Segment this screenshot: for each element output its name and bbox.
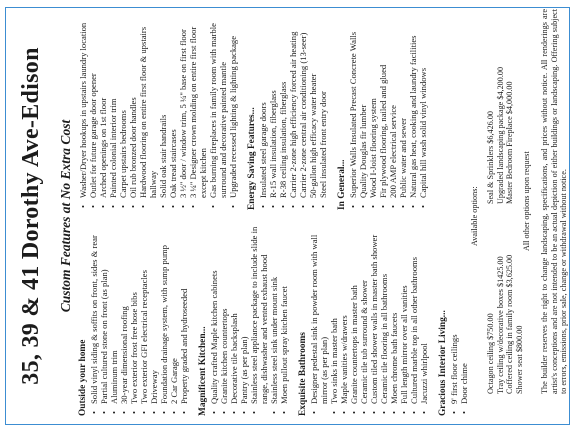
section-heading: Gracious Interior Living... xyxy=(438,310,448,416)
feature-item: • Ceramic tile flooring in all bathrooms xyxy=(379,216,389,416)
option-item: Master Bedroom Fireplace $4,000.00 xyxy=(505,81,515,204)
feature-item: • Two sinks in master bath xyxy=(329,216,339,416)
feature-list xyxy=(258,10,328,210)
feature-list xyxy=(449,216,469,416)
feature-item: • R-38 ceiling insulation, fiberglass xyxy=(278,10,288,210)
features-column-right xyxy=(78,10,437,210)
section-heading: Magnificent Kitchen... xyxy=(198,326,208,416)
feature-section xyxy=(298,216,429,416)
feature-list xyxy=(89,216,189,416)
option-item: Seal & Sprinklers $6,426.00 xyxy=(486,110,495,204)
feature-item: • Oak tread staircases xyxy=(168,10,178,210)
feature-item: • Oil rub bronzed door handles xyxy=(128,10,138,210)
feature-section xyxy=(78,216,189,416)
feature-item: • R-15 wall insulation, fiberglass xyxy=(268,10,278,210)
feature-item: • Granite countertops in master bath xyxy=(349,216,359,416)
feature-item: • 50-gallon high efficacy water heater xyxy=(308,10,318,210)
option-item: Coffered ceiling in family room $3,625.00 xyxy=(505,254,515,394)
options-column-left xyxy=(486,255,524,394)
feature-item: • Designer pedestal sink in powder room with wall mirror (as per plan) xyxy=(309,216,329,416)
feature-item: • 30-year dimensional roofing xyxy=(119,216,129,416)
feature-item: • Public water and sewer xyxy=(398,10,408,210)
option-item: Tray ceiling w/decorative boxes $1425.00 xyxy=(495,256,505,394)
feature-item: • Carrier 2-zone central air conditioning (13-seer) xyxy=(298,10,308,210)
feature-item: • Superior Walls Insulated Precast Concrete Walls xyxy=(348,10,358,210)
feature-item: • Custom tiled shower walls in master bath shower xyxy=(369,216,379,416)
option-item: Upgraded landscaping package $4,200.00 xyxy=(495,66,505,204)
option-item: Shower seat $800.00 xyxy=(514,325,524,394)
feature-item: • Steel insulated front entry door xyxy=(318,10,328,210)
section-heading: Energy Saving Features... xyxy=(247,107,257,210)
feature-item: • Solid vinyl siding & soffits on front, sides & rear xyxy=(89,216,99,416)
section-heading: In General... xyxy=(337,159,347,210)
feature-item: • Property graded and hydroseeded xyxy=(179,216,189,416)
feature-item: • Partial cultured stone on front (as plan) xyxy=(99,216,109,416)
options-title: Available options: xyxy=(470,186,479,246)
feature-item: • Arched openings on 1st floor xyxy=(98,10,108,210)
feature-item: • 2 Car Garage xyxy=(169,216,179,416)
feature-item: • Hardwood flooring on entire first floor & upstairs hallway xyxy=(138,10,158,210)
feature-item: • Two exterior GFI electrical receptacles xyxy=(139,216,149,416)
feature-item: • Granite kitchen countertops xyxy=(219,216,229,416)
feature-item: • Stainless steel sink under mount sink xyxy=(269,216,279,416)
feature-item: • Jacuzzi whirlpool xyxy=(419,216,429,416)
feature-item: • Gas burning fireplaces in family room with marble surround and decorative painted mantle xyxy=(208,10,228,210)
feature-list xyxy=(348,10,428,210)
options-column-right xyxy=(486,67,515,204)
feature-item: • Quality crafted Maple kitchen cabinets xyxy=(209,216,219,416)
feature-item: • Insulated steel garage doors xyxy=(258,10,268,210)
feature-item: • Ceramic tile tub surround & shower xyxy=(359,216,369,416)
feature-item: • Decorative tile backsplash xyxy=(229,216,239,416)
feature-item: • 200 AMP electrical service xyxy=(388,10,398,210)
option-item: Octagon ceiling $750.00 xyxy=(486,313,495,394)
feature-item: • Painted colonial interior trim xyxy=(108,10,118,210)
feature-item: • Natural gas heat, cooking and laundry facilities xyxy=(408,10,418,210)
section-heading: Exquisite Bathrooms xyxy=(298,332,308,416)
feature-item: • Stainless steel appliance package to include slide in range, dishwasher and vented exhaust hood xyxy=(249,216,269,416)
feature-list xyxy=(309,216,429,416)
feature-section xyxy=(438,216,469,416)
feature-item: • Moen chrome bath faucets xyxy=(389,216,399,416)
options-footer: All other options upon request xyxy=(522,151,531,251)
feature-item: • Foundation drainage system, with sump pump xyxy=(159,216,169,416)
disclaimer-text: The builder reserves the right to change landscaping, specifications, and prices without notice. All renderings are artist's conceptions and are not intended to be an actual depiction of either buildings or landscaping. Offering subject to errors, emissions, prior sale, change or withdrawal without notice. xyxy=(540,9,569,394)
document-title: 35, 39 & 41 Dorothy Ave-Edison xyxy=(18,47,44,385)
feature-item: • Upgraded recessed lighting & lighting package xyxy=(228,10,238,210)
feature-section xyxy=(247,10,328,210)
feature-item: • Quality Douglas fir lumber xyxy=(358,10,368,210)
feature-item: • Door chime xyxy=(459,216,469,416)
feature-item: • Driveway xyxy=(149,216,159,416)
features-column-left xyxy=(78,216,478,416)
feature-item: • Capital hill wash solid vinyl windows xyxy=(418,10,428,210)
feature-item: • Maple vanities w/drawers xyxy=(339,216,349,416)
feature-item: • Solid oak stair handrails xyxy=(158,10,168,210)
feature-item: • Wood I-Joist flooring system xyxy=(368,10,378,210)
feature-item: • Outlet for future garage door opener xyxy=(88,10,98,210)
feature-item: • Moen pullout spray kitchen faucet xyxy=(279,216,289,416)
feature-section xyxy=(198,216,289,416)
feature-section xyxy=(337,10,428,210)
feature-section xyxy=(78,10,238,210)
feature-item: • Cultured marble top in all other bathrooms xyxy=(409,216,419,416)
feature-item: • Aluminum trim xyxy=(109,216,119,416)
feature-item: • Washer/Dryer hookups in upstairs laundry location xyxy=(78,10,88,210)
feature-item: • Carrier 2-zone high efficiency forced air heating xyxy=(288,10,298,210)
feature-item: • Carpet upstairs bedrooms xyxy=(118,10,128,210)
section-heading: Outside your home xyxy=(78,339,88,416)
feature-item: • Two exterior frost free hose bibs xyxy=(129,216,139,416)
feature-item: • Full length mirror over all vanities xyxy=(399,216,409,416)
feature-item: • 3 ¼" Designer crown molding on entire first floor except kitchen xyxy=(188,10,208,210)
feature-item: • Pantry (as per plan) xyxy=(239,216,249,416)
feature-item: • 9' first floor ceilings xyxy=(449,216,459,416)
feature-item: • 3 ½" door / window trim, 5 ¼" base on first floor xyxy=(178,10,188,210)
feature-list xyxy=(209,216,289,416)
feature-item: • Fir plywood flooring, nailed and glued xyxy=(378,10,388,210)
feature-list xyxy=(78,10,238,210)
document-subtitle: Custom Features at No Extra Cost xyxy=(58,119,73,313)
